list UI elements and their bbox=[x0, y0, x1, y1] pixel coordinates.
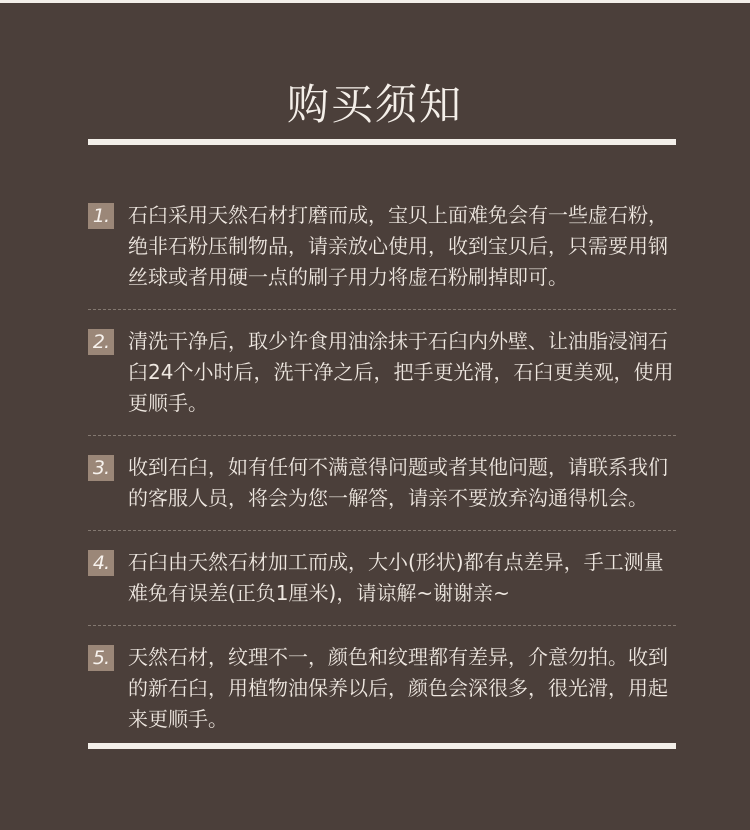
note-text: 天然石材，纹理不一，颜色和纹理都有差异，介意勿拍。收到的新石臼，用植物油保养以后，颜色会深很多，很光滑，用起来更顺手。 bbox=[128, 645, 668, 731]
notes-list bbox=[88, 200, 676, 735]
note-number-badge: 3. bbox=[88, 455, 114, 481]
note-text: 清洗干净后，取少许食用油涂抹于石臼内外壁、让油脂浸润石臼24个小时后，洗干净之后，把手更光滑，石臼更美观，使用更顺手。 bbox=[128, 329, 674, 415]
note-item-4 bbox=[88, 547, 676, 627]
note-item-2 bbox=[88, 326, 676, 437]
note-item-5 bbox=[88, 642, 676, 735]
dashed-separator bbox=[88, 435, 676, 437]
note-text: 收到石臼，如有任何不满意得问题或者其他问题，请联系我们的客服人员，将会为您一解答，请亲不要放弃沟通得机会。 bbox=[128, 455, 668, 510]
note-item-1 bbox=[88, 200, 676, 311]
bottom-divider bbox=[88, 743, 676, 749]
note-number-badge: 4. bbox=[88, 550, 114, 576]
note-number-badge: 2. bbox=[88, 329, 114, 355]
note-text: 石臼由天然石材加工而成，大小(形状)都有点差异，手工测量难免有误差(正负1厘米)，请谅解~谢谢亲~ bbox=[128, 550, 664, 605]
dashed-separator bbox=[88, 625, 676, 627]
dashed-separator bbox=[88, 309, 676, 311]
note-text: 石臼采用天然石材打磨而成，宝贝上面难免会有一些虚石粉，绝非石粉压制物品，请亲放心使用，收到宝贝后，只需要用钢丝球或者用硬一点的刷子用力将虚石粉刷掉即可。 bbox=[128, 203, 668, 289]
page-title: 购买须知 bbox=[286, 80, 463, 129]
title-divider bbox=[88, 139, 676, 145]
note-item-3 bbox=[88, 452, 676, 532]
note-number-badge: 1. bbox=[88, 203, 114, 229]
dashed-separator bbox=[88, 530, 676, 532]
note-number-badge: 5. bbox=[88, 645, 114, 671]
